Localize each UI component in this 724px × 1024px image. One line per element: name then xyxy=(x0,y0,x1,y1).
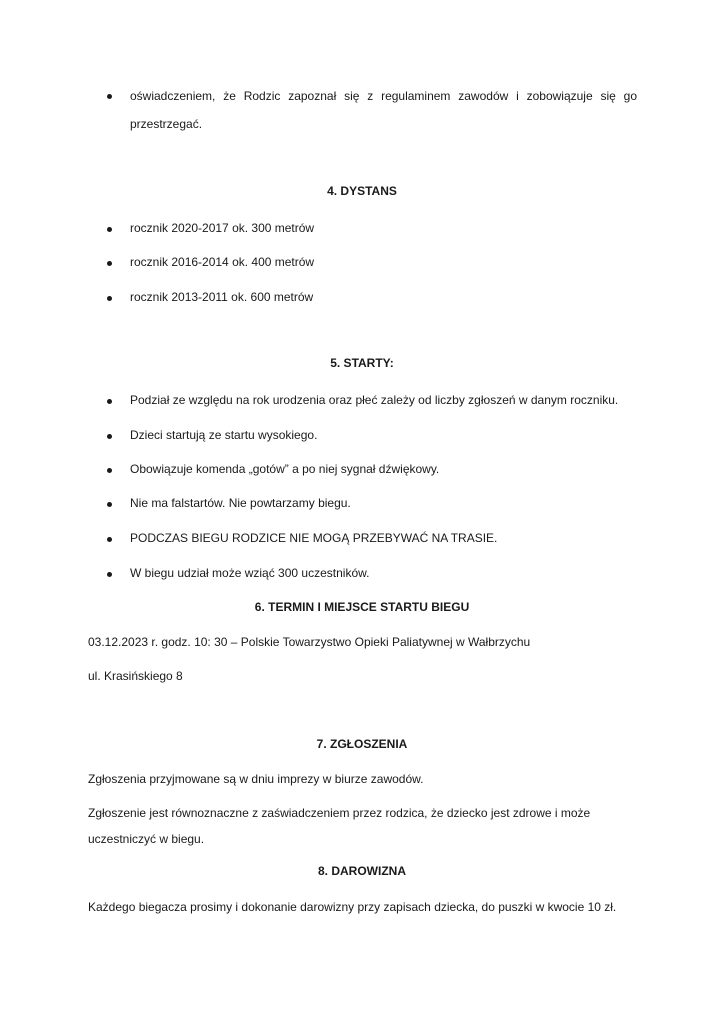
statement-line-2: przestrzegać. xyxy=(130,117,203,131)
date-place-line: 03.12.2023 r. godz. 10: 30 – Polskie Towarzystwo Opieki Paliatywnej w Wałbrzychu xyxy=(88,635,531,649)
registration-line-3: uczestniczyć w biegu. xyxy=(88,832,205,846)
section-heading-starts: 5. STARTY: xyxy=(330,356,394,370)
bullet-icon xyxy=(107,227,112,232)
section-heading-registration: 7. ZGŁOSZENIA xyxy=(316,737,408,751)
registration-line-1: Zgłoszenia przyjmowane są w dniu imprezy w biurze zawodów. xyxy=(88,772,424,786)
bullet-icon xyxy=(107,399,112,404)
section-heading-distance: 4. DYSTANS xyxy=(327,184,397,198)
donation-line: Każdego biegacza prosimy i dokonanie darowizny przy zapisach dziecka, do puszki w kwocie 10 zł. xyxy=(88,900,617,914)
bullet-icon xyxy=(107,572,112,577)
section-heading-date-place: 6. TERMIN I MIEJSCE STARTU BIEGU xyxy=(254,600,470,614)
starts-item: W biegu udział może wziąć 300 uczestników. xyxy=(130,566,370,580)
starts-item: Obowiązuje komenda „gotów” a po niej sygnał dźwiękowy. xyxy=(130,462,440,476)
bullet-icon xyxy=(107,468,112,473)
registration-line-2: Zgłoszenie jest równoznaczne z zaświadczeniem przez rodzica, że dziecko jest zdrowe i może xyxy=(88,806,591,820)
starts-item: Dzieci startują ze startu wysokiego. xyxy=(130,428,318,442)
bullet-icon xyxy=(107,537,112,542)
bullet-icon xyxy=(107,434,112,439)
distance-item: rocznik 2020-2017 ok. 300 metrów xyxy=(130,221,315,235)
bullet-icon xyxy=(107,261,112,266)
address-line: ul. Krasińskiego 8 xyxy=(88,669,183,683)
bullet-icon xyxy=(107,94,112,99)
bullet-icon xyxy=(107,502,112,507)
starts-item: PODCZAS BIEGU RODZICE NIE MOGĄ PRZEBYWAĆ NA TRASIE. xyxy=(130,531,498,545)
starts-item: Nie ma falstartów. Nie powtarzamy biegu. xyxy=(130,496,351,510)
distance-item: rocznik 2016-2014 ok. 400 metrów xyxy=(130,255,315,269)
section-heading-donation: 8. DAROWIZNA xyxy=(318,864,406,878)
bullet-icon xyxy=(107,296,112,301)
statement-line-1: oświadczeniem, że Rodzic zapoznał się z regulaminem zawodów i zobowiązuje się go xyxy=(130,89,637,103)
starts-item: Podział ze względu na rok urodzenia oraz płeć zależy od liczby zgłoszeń w danym roczniku. xyxy=(130,393,619,407)
distance-item: rocznik 2013-2011 ok. 600 metrów xyxy=(130,290,314,304)
